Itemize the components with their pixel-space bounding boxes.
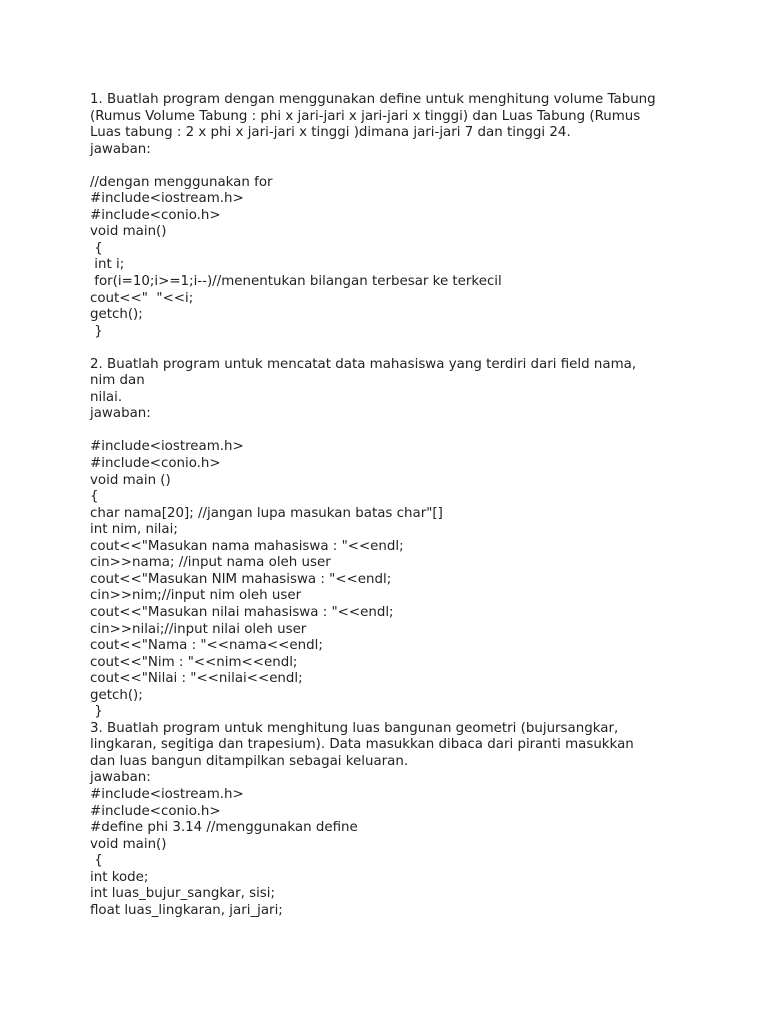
document-line: {: [90, 853, 103, 869]
document-line: {: [90, 240, 103, 256]
document-line: cin>>nama; //input nama oleh user: [90, 555, 331, 571]
document-line: int i;: [90, 257, 125, 273]
document-line: //dengan menggunakan for: [90, 174, 273, 190]
document-line: cout<<" "<<i;: [90, 290, 194, 306]
document-line: for(i=10;i>=1;i--)//menentukan bilangan terbesar ke terkecil: [90, 274, 502, 290]
document-line: void main (): [90, 472, 171, 488]
document-line: int nim, nilai;: [90, 522, 178, 538]
document-line: 1. Buatlah program dengan menggunakan define untuk menghitung volume Tabung: [90, 92, 656, 107]
document-line: #include<iostream.h>: [90, 786, 244, 802]
document-line: jawaban:: [90, 141, 151, 157]
document-line: (Rumus Volume Tabung : phi x jari-jari x jari-jari x tinggi) dan Luas Tabung (Rumus: [90, 108, 641, 124]
document-line: }: [90, 323, 103, 339]
document-line: dan luas bangun ditampilkan sebagai keluaran.: [90, 753, 409, 769]
document-line: void main(): [90, 224, 167, 240]
document-line: jawaban:: [90, 406, 151, 422]
document-line: [90, 158, 690, 175]
document-line: }: [90, 704, 103, 720]
document-line: Luas tabung : 2 x phi x jari-jari x tinggi )dimana jari-jari 7 dan tinggi 24.: [90, 125, 571, 141]
document-line: [90, 340, 690, 357]
document-line: #include<iostream.h>: [90, 439, 244, 455]
document-line: cin>>nim;//input nim oleh user: [90, 588, 302, 604]
document-body: [90, 92, 690, 919]
document-line: cout<<"Masukan nama mahasiswa : "<<endl;: [90, 538, 404, 554]
document-line: char nama[20]; //jangan lupa masukan batas char"[]: [90, 505, 443, 521]
document-line: #include<conio.h>: [90, 456, 221, 472]
document-line: #include<conio.h>: [90, 207, 221, 223]
document-line: #define phi 3.14 //menggunakan define: [90, 820, 358, 836]
document-line: getch();: [90, 687, 143, 703]
document-line: jawaban:: [90, 770, 151, 786]
document-line: [90, 423, 690, 440]
document-line: cout<<"Nama : "<<nama<<endl;: [90, 638, 323, 654]
document-line: cout<<"Nim : "<<nim<<endl;: [90, 654, 298, 670]
document-line: nilai.: [90, 389, 123, 405]
document-line: 3. Buatlah program untuk menghitung luas bangunan geometri (bujursangkar,: [90, 720, 619, 736]
document-line: #include<conio.h>: [90, 803, 221, 819]
document-line: getch();: [90, 307, 143, 323]
document-line: cin>>nilai;//input nilai oleh user: [90, 621, 307, 637]
document-line: cout<<"Masukan NIM mahasiswa : "<<endl;: [90, 571, 392, 587]
document-line: lingkaran, segitiga dan trapesium). Data masukkan dibaca dari piranti masukkan: [90, 737, 634, 753]
document-line: nim dan: [90, 373, 145, 389]
document-line: int kode;: [90, 869, 149, 885]
document-line: cout<<"Masukan nilai mahasiswa : "<<endl;: [90, 604, 394, 620]
document-line: {: [90, 489, 99, 505]
document-line: void main(): [90, 836, 167, 852]
document-line: cout<<"Nilai : "<<nilai<<endl;: [90, 671, 303, 687]
document-line: #include<iostream.h>: [90, 191, 244, 207]
document-line: float luas_lingkaran, jari_jari;: [90, 902, 283, 918]
document-line: 2. Buatlah program untuk mencatat data mahasiswa yang terdiri dari field nama,: [90, 356, 637, 372]
document-line: int luas_bujur_sangkar, sisi;: [90, 886, 276, 902]
